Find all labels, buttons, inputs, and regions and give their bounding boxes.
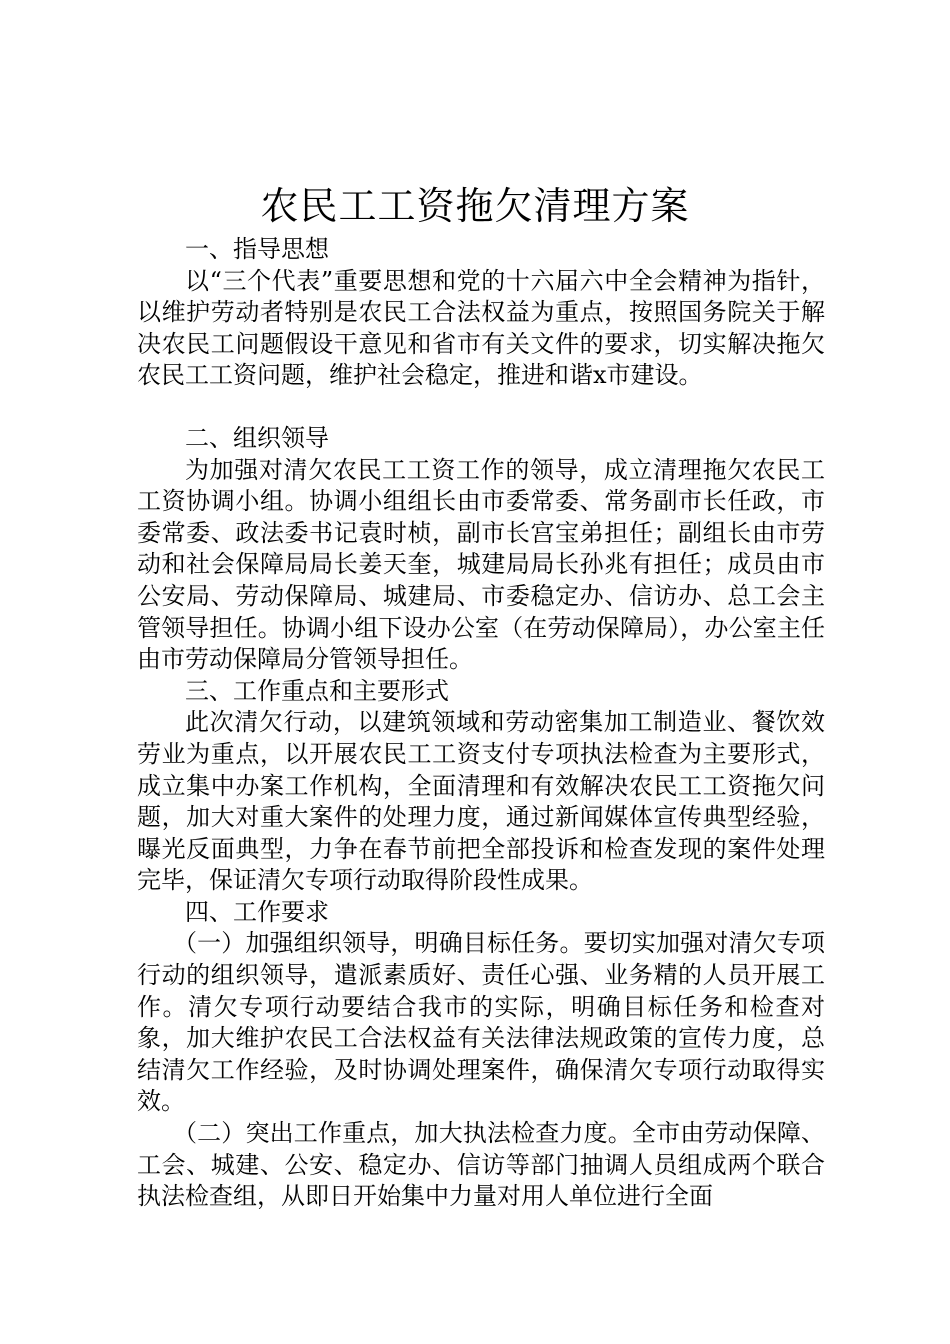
section-heading: 四、工作要求 [185, 897, 329, 926]
document-title: 农民工工资拖欠清理方案 [260, 184, 690, 228]
section-paragraph: （二）突出工作重点，加大执法检查力度。全市由劳动保障、工会、城建、公安、稳定办、信访等部门抽调人员组成两个联合执法检查组，从即日开始集中力量对用人单位进行全面 [137, 1119, 825, 1211]
section-heading: 二、组织领导 [185, 423, 329, 452]
document-body [137, 234, 825, 1213]
paragraph-spacer [137, 392, 825, 423]
section-paragraph: （一）加强组织领导，明确目标任务。要切实加强对清欠专项行动的组织领导，遣派素质好、责任心强、业务精的人员开展工作。清欠专项行动要结合我市的实际，明确目标任务和检查对象，加大维护农民工合法权益有关法律法规政策的宣传力度，总结清欠工作经验，及时协调处理案件，确保清欠专项行动取得实效。 [137, 929, 825, 1116]
section-paragraph: 此次清欠行动，以建筑领域和劳动密集加工制造业、餐饮效劳业为重点，以开展农民工工资支付专项执法检查为主要形式，成立集中办案工作机构，全面清理和有效解决农民工工资拖欠问题，加大对重大案件的处理力度，通过新闻媒体宣传典型经验，曝光反面典型，力争在春节前把全部投诉和检查发现的案件处理完毕，保证清欠专项行动取得阶段性成果。 [137, 708, 825, 895]
section-paragraph: 以“三个代表”重要思想和党的十六届六中全会精神为指针，以维护劳动者特别是农民工合法权益为重点，按照国务院关于解决农民工问题假设干意见和省市有关文件的要求，切实解决拖欠农民工工资问题，维护社会稳定，推进和谐x市建设。 [137, 266, 825, 390]
section-paragraph: 为加强对清欠农民工工资工作的领导，成立清理拖欠农民工工资协调小组。协调小组组长由市委常委、常务副市长任政，市委常委、政法委书记袁时桢，副市长宫宝弟担任；副组长由市劳动和社会保障局局长姜天奎，城建局局长孙兆有担任；成员由市公安局、劳动保障局、城建局、市委稳定办、信访办、总工会主管领导担任。协调小组下设办公室（在劳动保障局），办公室主任由市劳动保障局分管领导担任。 [137, 455, 825, 674]
section-heading: 三、工作重点和主要形式 [185, 676, 449, 705]
section-heading: 一、指导思想 [185, 235, 329, 263]
